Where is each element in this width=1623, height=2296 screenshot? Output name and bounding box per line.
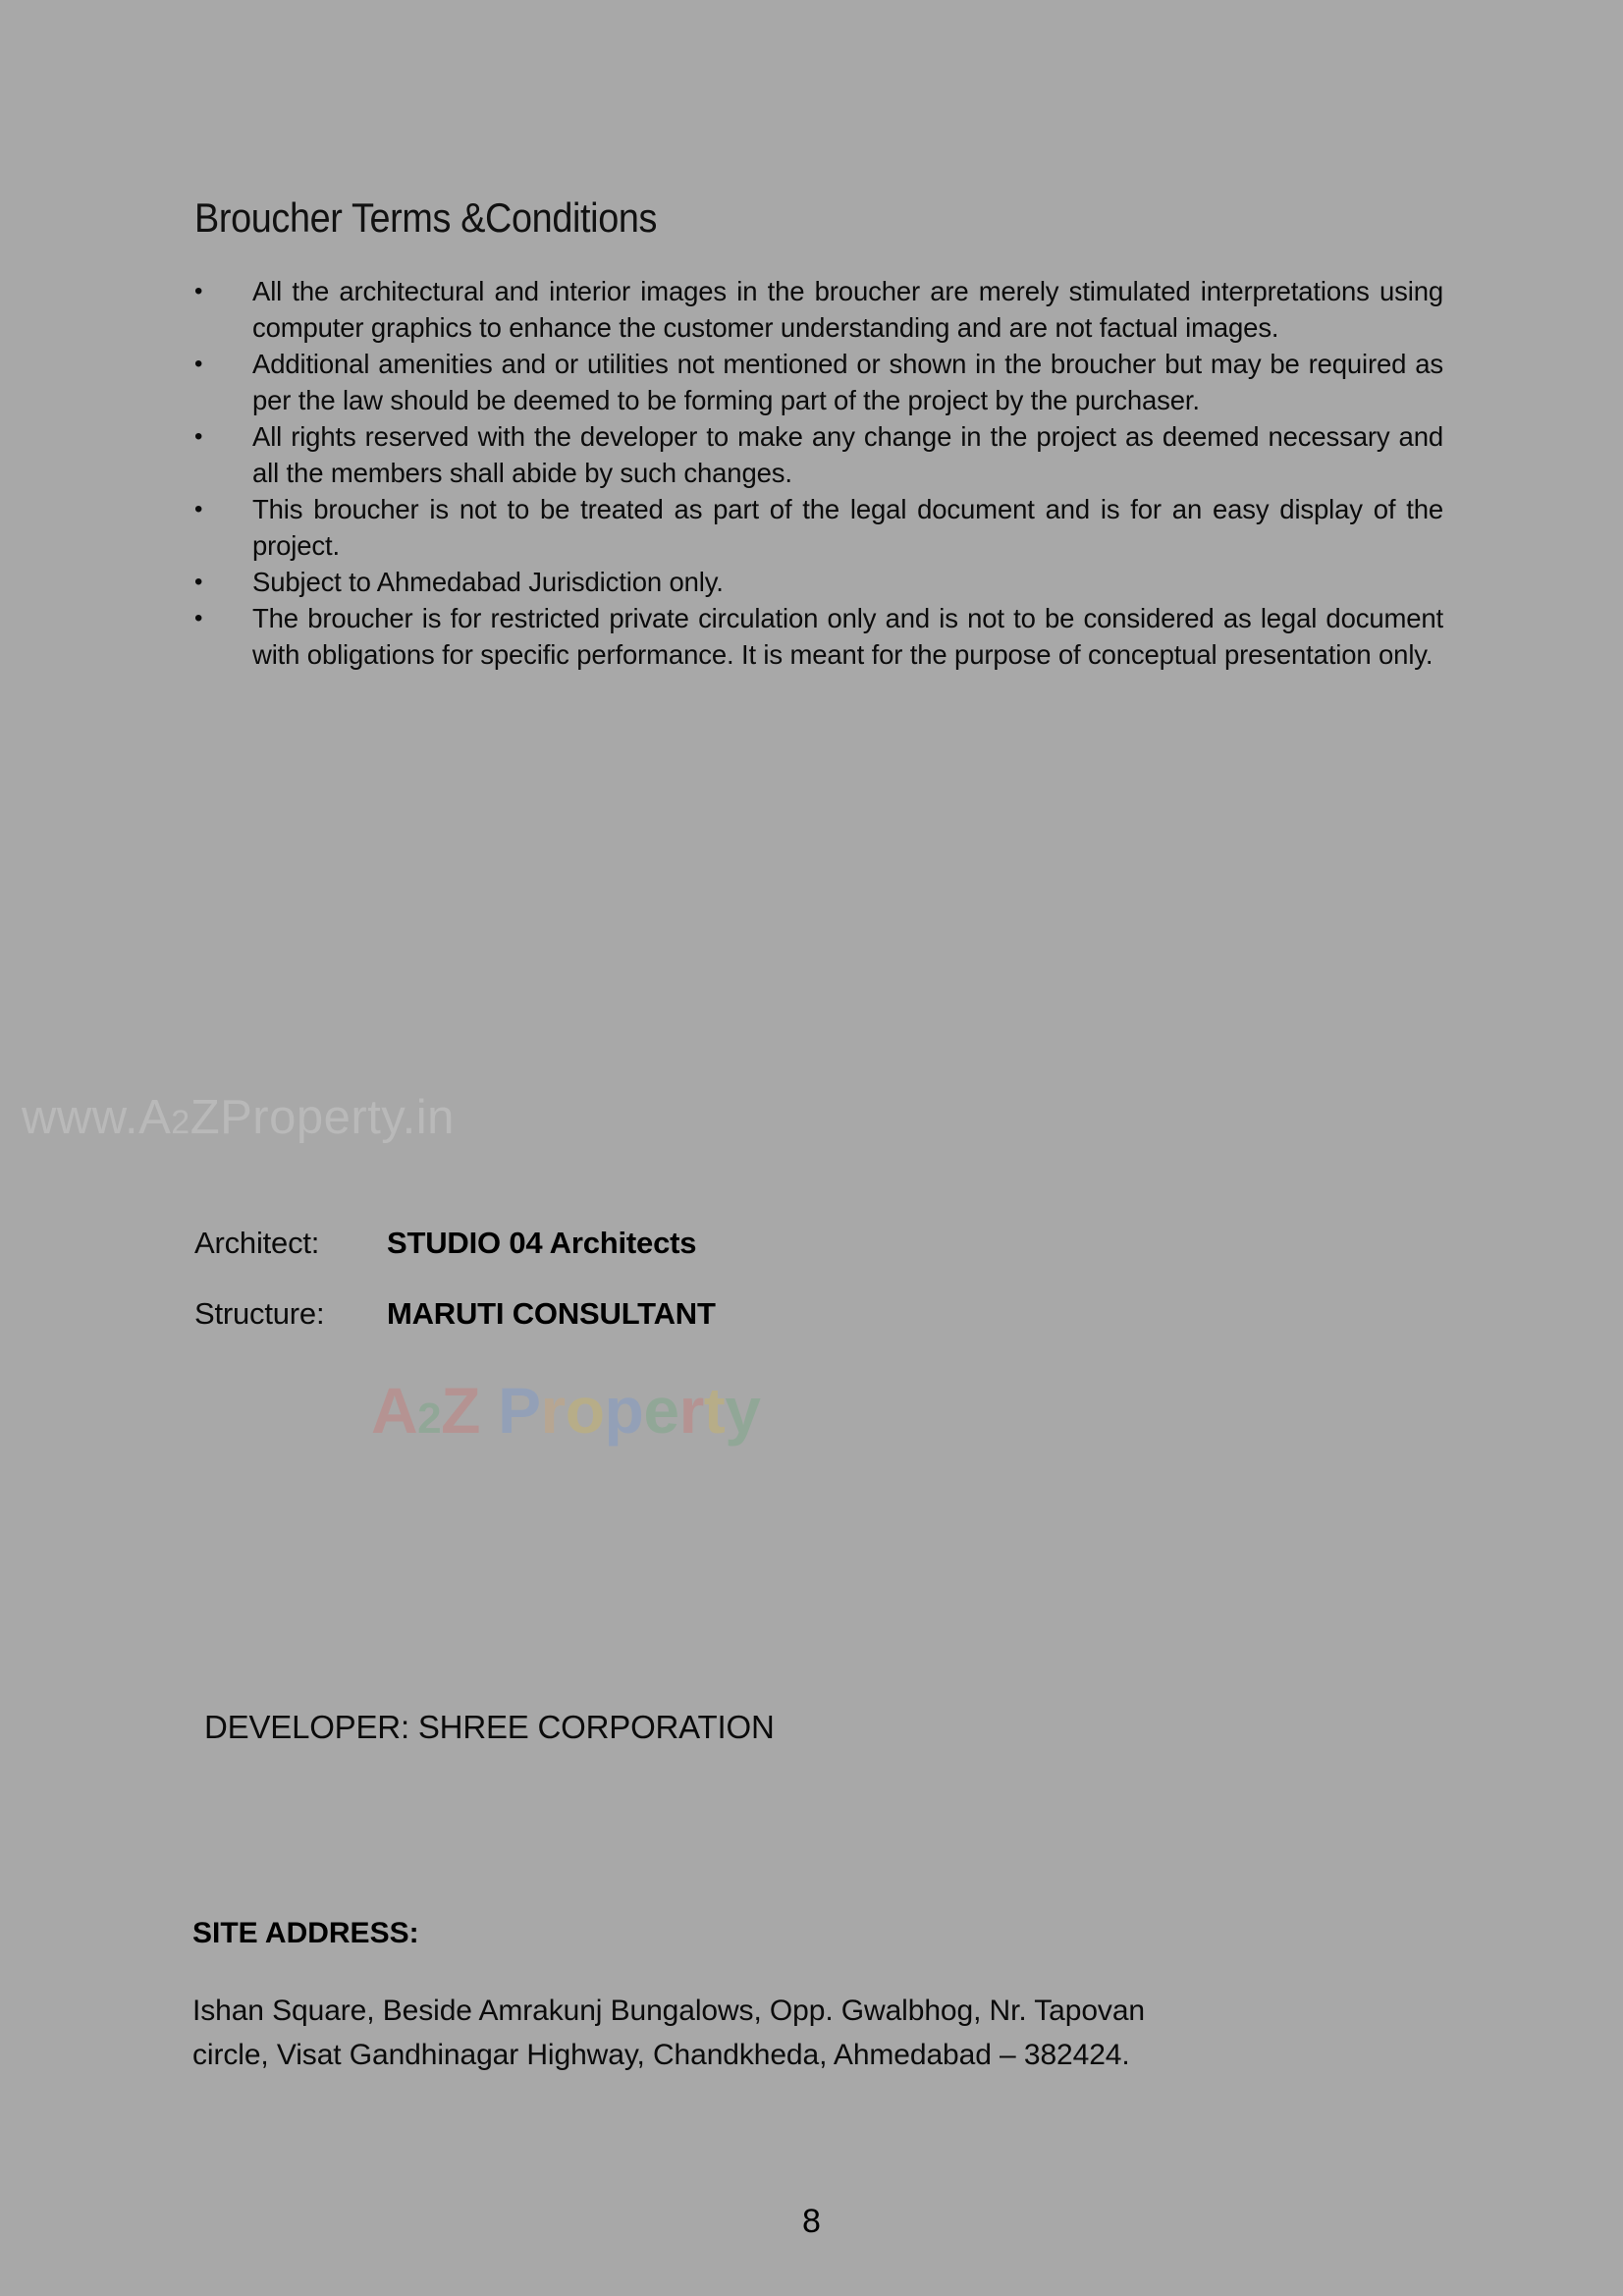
credit-value: MARUTI CONSULTANT [387, 1296, 716, 1331]
list-item [187, 418, 1443, 491]
list-item [187, 273, 1443, 346]
developer-line: DEVELOPER: SHREE CORPORATION [204, 1709, 775, 1745]
logo-letter: o [565, 1374, 605, 1447]
list-item-text: All the architectural and interior images in the broucher are merely stimulated interpretations using computer graphics to enhance the customer understanding and are not factual images. [252, 276, 1443, 343]
bullet-icon: • [194, 569, 203, 595]
logo-letter: A [371, 1374, 418, 1447]
terms-and-conditions-list [187, 273, 1443, 673]
logo-letter: p [604, 1374, 644, 1447]
credit-value: STUDIO 04 Architects [387, 1226, 697, 1260]
url-watermark-prefix: www.A [22, 1091, 172, 1144]
credit-row-structure [194, 1296, 1078, 1332]
credit-row-architect [194, 1226, 1078, 1261]
logo-letter: r [540, 1374, 566, 1447]
credits-block [194, 1226, 1078, 1367]
a2z-property-logo-watermark [371, 1373, 760, 1448]
list-item-text: The broucher is for restricted private circulation only and is not to be considered as legal document with obligations for specific performance. It is meant for the purpose of conceptual presentation only. [252, 603, 1443, 670]
site-address-line-1: Ishan Square, Beside Amrakunj Bungalows, Opp. Gwalbhog, Nr. Tapovan [192, 1995, 1145, 2027]
url-watermark-suffix: ZProperty.in [189, 1091, 455, 1144]
list-item [187, 491, 1443, 564]
site-address-heading: SITE ADDRESS: [192, 1917, 419, 1949]
logo-letter: 2 [417, 1394, 442, 1443]
site-address-text [192, 1989, 1428, 2077]
logo-letter: y [725, 1374, 761, 1447]
url-watermark [22, 1090, 455, 1145]
logo-letter: r [678, 1374, 704, 1447]
logo-letter: P [497, 1374, 541, 1447]
bullet-icon: • [194, 605, 203, 631]
list-item [187, 564, 1443, 600]
logo-letter: t [703, 1374, 726, 1447]
list-item [187, 600, 1443, 673]
logo-letter: Z [441, 1374, 480, 1447]
list-item [187, 346, 1443, 418]
site-address-line-2: circle, Visat Gandhinagar Highway, Chandkheda, Ahmedabad – 382424. [192, 2039, 1130, 2071]
bullet-icon: • [194, 496, 203, 522]
bullet-icon: • [194, 278, 203, 304]
page-title: Broucher Terms &Conditions [194, 194, 658, 241]
logo-letter: e [643, 1374, 679, 1447]
list-item-text: Subject to Ahmedabad Jurisdiction only. [252, 567, 724, 597]
credit-label: Structure: [194, 1296, 325, 1331]
list-item-text: This broucher is not to be treated as part of the legal document and is for an easy display of the project. [252, 494, 1443, 561]
bullet-icon: • [194, 423, 203, 450]
logo-space [480, 1373, 498, 1448]
credit-label: Architect: [194, 1226, 320, 1260]
url-watermark-sub: 2 [171, 1104, 190, 1141]
bullet-icon: • [194, 351, 203, 377]
page-number: 8 [802, 2203, 821, 2240]
list-item-text: All rights reserved with the developer to make any change in the project as deemed necessary and all the members shall abide by such changes. [252, 421, 1443, 488]
list-item-text: Additional amenities and or utilities not mentioned or shown in the broucher but may be required as per the law should be deemed to be forming part of the project by the purchaser. [252, 349, 1443, 415]
